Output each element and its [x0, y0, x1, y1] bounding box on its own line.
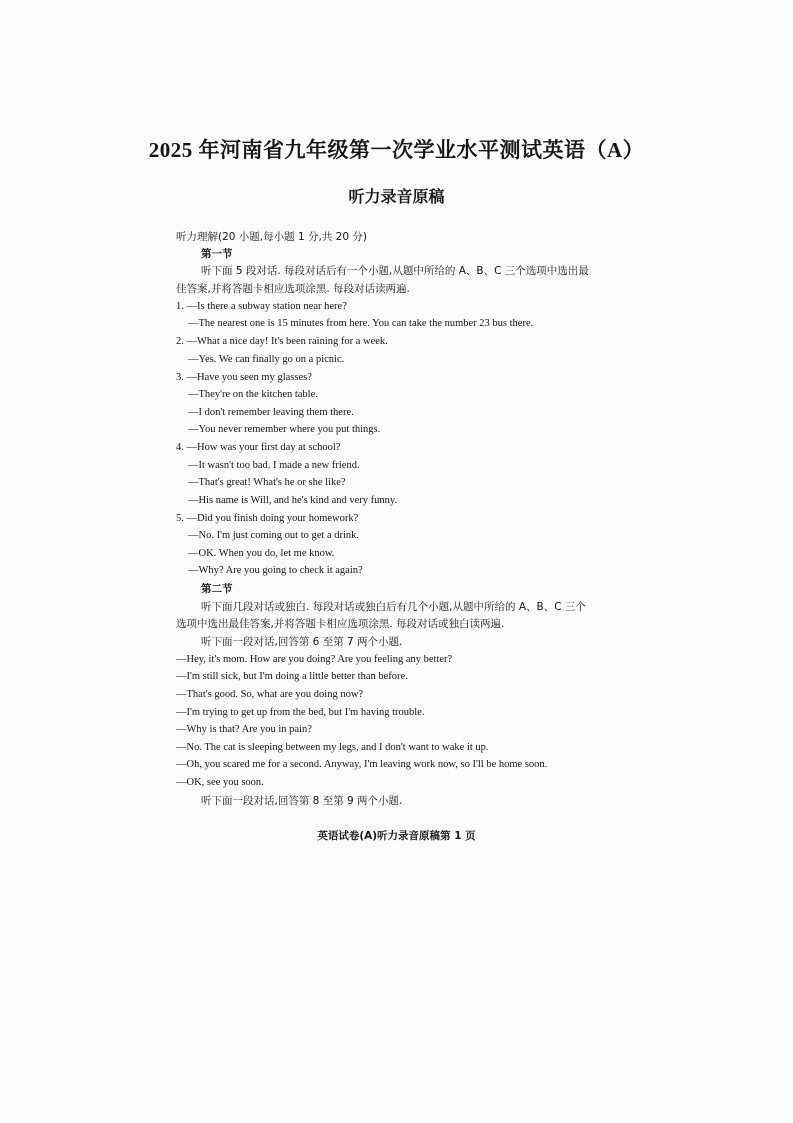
dialogue-line: 3. —Have you seen my glasses?	[176, 372, 312, 383]
part-heading-1: 第一节	[201, 248, 233, 260]
dialogue-line: 4. —How was your first day at school?	[176, 442, 341, 453]
dialogue-line: —I'm still sick, but I'm doing a little better than before.	[176, 671, 408, 682]
dialogue-line: —I don't remember leaving them there.	[188, 407, 354, 418]
instruction-line: 佳答案,并将答题卡相应选项涂黑. 每段对话读两遍.	[176, 283, 410, 295]
dialogue-line: —Why is that? Are you in pain?	[176, 724, 312, 735]
dialogue-line: —No. I'm just coming out to get a drink.	[188, 530, 360, 541]
dialogue-line: —Oh, you scared me for a second. Anyway, I'm leaving work now, so I'll be home soon.	[176, 759, 548, 770]
dialogue-line: —OK. When you do, let me know.	[188, 548, 335, 559]
dialogue-line: —I'm trying to get up from the bed, but I'm having trouble.	[176, 707, 425, 718]
part-heading-2: 第二节	[201, 583, 233, 595]
instruction-line: 听下面一段对话,回答第 8 至第 9 两个小题.	[201, 795, 403, 807]
dialogue-line: —They're on the kitchen table.	[188, 389, 318, 400]
page-footer: 英语试卷(A)听力录音原稿第 1 页	[317, 830, 476, 842]
dialogue-line: —No. The cat is sleeping between my legs, and I don't want to wake it up.	[176, 742, 489, 753]
instruction-line: 选项中选出最佳答案,并将答题卡相应选项涂黑. 每段对话或独白读两遍.	[176, 618, 505, 630]
dialogue-line: —OK, see you soon.	[176, 777, 264, 788]
document-subtitle: 听力录音原稿	[348, 187, 445, 206]
dialogue-line: 5. —Did you finish doing your homework?	[176, 513, 359, 524]
dialogue-line: 1. —Is there a subway station near here?	[176, 301, 347, 312]
dialogue-line: 2. —What a nice day! It's been raining for a week.	[176, 336, 388, 347]
section-heading: 听力理解(20 小题,每小题 1 分,共 20 分)	[176, 231, 367, 243]
document-title: 2025 年河南省九年级第一次学业水平测试英语（A）	[148, 138, 645, 162]
dialogue-line: —Hey, it's mom. How are you doing? Are you feeling any better?	[176, 654, 453, 665]
dialogue-line: —The nearest one is 15 minutes from here. You can take the number 23 bus there.	[188, 318, 534, 329]
dialogue-line: —It wasn't too bad. I made a new friend.	[188, 460, 360, 471]
instruction-line: 听下面一段对话,回答第 6 至第 7 两个小题.	[201, 636, 403, 648]
dialogue-line: —That's great! What's he or she like?	[188, 477, 346, 488]
dialogue-line: —His name is Will, and he's kind and very funny.	[188, 495, 398, 506]
dialogue-line: —Yes. We can finally go on a picnic.	[188, 354, 345, 365]
instruction-line: 听下面几段对话或独白. 每段对话或独白后有几个小题,从题中所给的 A、B、C 三个	[201, 601, 586, 613]
instruction-line: 听下面 5 段对话. 每段对话后有一个小题,从题中所给的 A、B、C 三个选项中选出最	[201, 265, 589, 277]
dialogue-line: —You never remember where you put things.	[188, 424, 381, 435]
dialogue-line: —That's good. So, what are you doing now?	[176, 689, 364, 700]
dialogue-line: —Why? Are you going to check it again?	[188, 565, 363, 576]
